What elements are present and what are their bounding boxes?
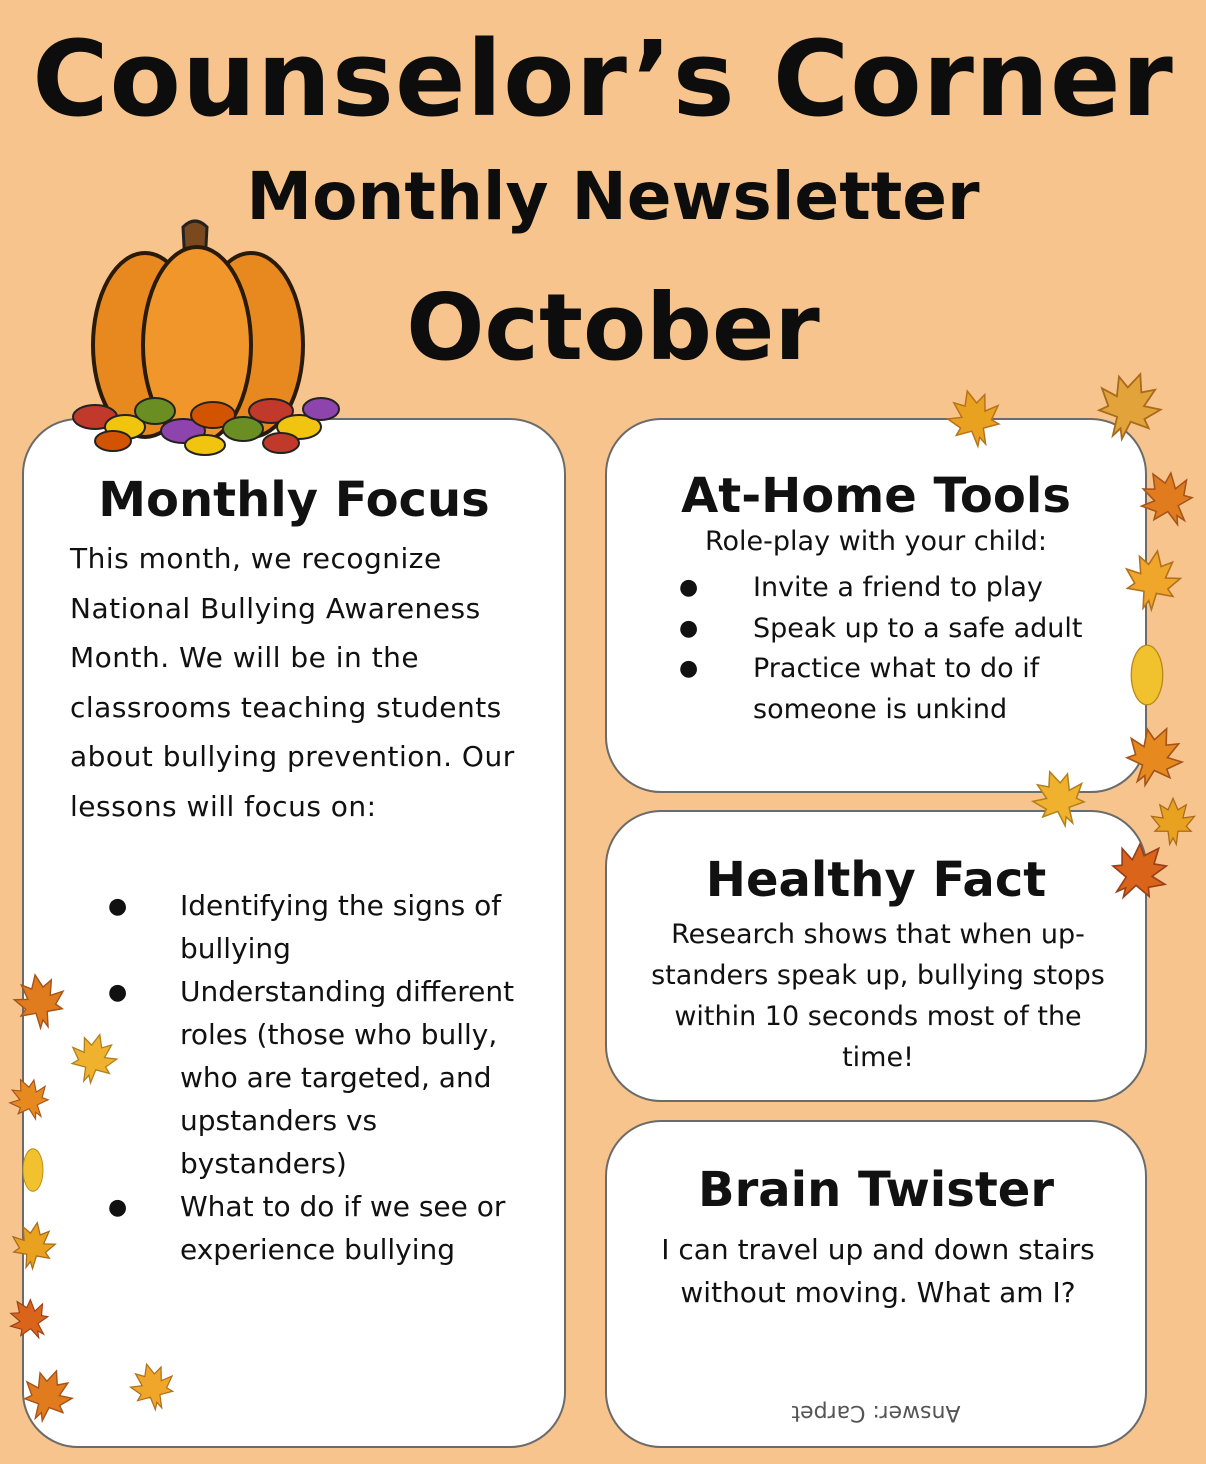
brain-twister-answer: Answer: Carpet: [791, 1400, 961, 1425]
maple-leaf-icon: [0, 1210, 66, 1284]
brain-twister-question: I can travel up and down stairs without moving. What am I?: [661, 1233, 1095, 1309]
brain-twister-card: [605, 1120, 1147, 1448]
maple-leaf-icon: [935, 380, 1015, 460]
monthly-focus-card: [22, 418, 566, 1448]
maple-leaf-icon: [1080, 360, 1176, 456]
maple-leaf-icon: [1020, 760, 1100, 840]
healthy-fact-title: Healthy Fact: [705, 852, 1047, 908]
pumpkin-with-leaves-icon: [55, 205, 345, 465]
list-item: ● What to do if we see or experience bullying: [70, 1185, 540, 1271]
maple-leaf-icon: [0, 1065, 60, 1135]
list-item: ● Speak up to a safe adult: [607, 609, 1127, 650]
list-item: ● Identifying the signs of bullying: [70, 884, 540, 970]
at-home-tools-card: [605, 418, 1147, 793]
maple-leaf-icon: [1110, 540, 1194, 624]
monthly-focus-body: This month, we recognize National Bullying Awareness Month. We will be in the classrooms teaching students about bullying prevention. Our lessons will focus on:: [70, 542, 515, 823]
at-home-tools-list: [607, 568, 1127, 730]
healthy-fact-body: Research shows that when up-standers speak up, bullying stops within 10 seconds most of the time!: [651, 919, 1105, 1073]
maple-leaf-icon: [1095, 830, 1181, 916]
list-item: ● Practice what to do if someone is unkind: [607, 649, 1127, 730]
maple-leaf-icon: [1110, 715, 1196, 801]
at-home-tools-title: At-Home Tools: [681, 468, 1071, 524]
monthly-focus-title: Monthly Focus: [98, 472, 490, 528]
maple-leaf-icon: [120, 1355, 186, 1421]
maple-leaf-icon: [0, 1285, 60, 1355]
monthly-focus-list: [70, 884, 540, 1271]
maple-leaf-icon: [58, 1025, 128, 1095]
newsletter-title: Counselor’s Corner: [32, 18, 1174, 140]
maple-leaf-icon: [1112, 630, 1182, 720]
list-item: ● Invite a friend to play: [607, 568, 1127, 609]
maple-leaf-icon: [8, 1130, 58, 1210]
healthy-fact-card: [605, 810, 1147, 1102]
maple-leaf-icon: [10, 1360, 84, 1434]
newsletter-subtitle: Monthly Newsletter: [246, 158, 980, 235]
list-item: ● Understanding different roles (those who bully, who are targeted, and upstanders vs bystanders): [70, 970, 540, 1185]
at-home-tools-intro: Role-play with your child:: [704, 526, 1048, 557]
maple-leaf-icon: [1128, 460, 1206, 540]
newsletter-month: October: [406, 274, 820, 381]
brain-twister-title: Brain Twister: [698, 1162, 1054, 1218]
